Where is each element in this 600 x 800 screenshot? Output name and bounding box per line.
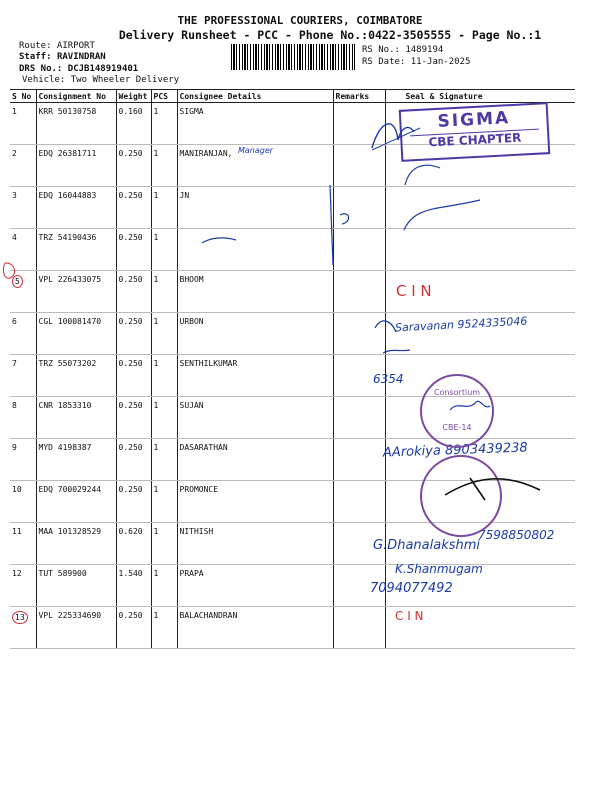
row-sno <box>10 439 36 481</box>
row-pcs-text: 1 <box>153 107 159 116</box>
row-consignment <box>36 397 116 439</box>
table-row <box>10 187 575 229</box>
row-weight-text: 1.540 <box>118 569 143 578</box>
row-consignee-text: BALACHANDRAN <box>179 611 238 620</box>
row-pcs-text: 1 <box>153 527 159 536</box>
row-consignee <box>177 523 333 565</box>
row-weight-text: 0.250 <box>118 149 143 158</box>
row-weight <box>116 313 151 355</box>
row-consignment-text: TRZ 54190436 <box>38 233 97 242</box>
row-pcs <box>151 103 177 145</box>
row-remarks <box>333 481 385 523</box>
row-consignment <box>36 187 116 229</box>
row-weight <box>116 103 151 145</box>
row13-phone: 7094077492 <box>370 581 453 596</box>
row-sno <box>10 607 36 649</box>
table-row <box>10 607 575 649</box>
row-pcs <box>151 481 177 523</box>
row-consignee <box>177 397 333 439</box>
row-pcs <box>151 187 177 229</box>
row-weight-text: 0.160 <box>118 107 143 116</box>
row-sno-text: 7 <box>12 359 17 368</box>
row-consignment-text: EDQ 16044883 <box>38 191 97 200</box>
staff-caption: Staff: <box>19 52 52 62</box>
runsheet-subtitle: Delivery Runsheet - PCC - Phone No.:0422-3505555 - Page No.:1 <box>118 28 542 42</box>
row-consignee-text: SENTHILKUMAR <box>179 359 238 368</box>
row-consignee <box>177 103 333 145</box>
row-weight-text: 0.250 <box>118 485 143 494</box>
row-sno <box>10 397 36 439</box>
row-consignee-text: BHOOM <box>179 275 204 284</box>
consortium-round-stamp <box>420 374 494 448</box>
row-consignment-text: CGL 100081470 <box>38 317 102 326</box>
row-sno <box>10 481 36 523</box>
row-sno <box>10 271 36 313</box>
row-pcs <box>151 145 177 187</box>
staff-value: RAVINDRAN <box>56 52 106 62</box>
staff-label <box>19 52 106 62</box>
row-remarks <box>333 103 385 145</box>
table-row <box>10 229 575 271</box>
row-consignment-text: KRR 50130758 <box>38 107 97 116</box>
cin-mark-1: C I N <box>396 282 432 300</box>
row-consignment <box>36 607 116 649</box>
row-remarks <box>333 187 385 229</box>
row-sno-text: 5 <box>12 275 23 288</box>
drs-caption: DRS No.: <box>19 64 63 74</box>
row-consignment-text: MYD 4198387 <box>38 443 92 452</box>
row-sno <box>10 355 36 397</box>
row-consignment-text: EDQ 700029244 <box>38 485 102 494</box>
row-consignment <box>36 229 116 271</box>
row-consignment-text: TRZ 55073202 <box>38 359 97 368</box>
row-sno <box>10 523 36 565</box>
row-sno <box>10 565 36 607</box>
row-pcs-text: 1 <box>153 149 159 158</box>
row-consignee <box>177 355 333 397</box>
row-pcs-text: 1 <box>153 191 159 200</box>
row-pcs <box>151 229 177 271</box>
row-consignee <box>177 229 333 271</box>
row-consignment <box>36 145 116 187</box>
runsheet-table <box>10 89 575 649</box>
row-sno <box>10 103 36 145</box>
row-remarks <box>333 145 385 187</box>
row-pcs <box>151 607 177 649</box>
row-consignee <box>177 313 333 355</box>
row-weight <box>116 523 151 565</box>
row-sno-text: 2 <box>12 149 17 158</box>
row-weight-text: 0.250 <box>118 443 143 452</box>
row-weight-text: 0.620 <box>118 527 143 536</box>
rs-number: RS No.: 1489194 <box>362 45 444 55</box>
round-stamp-sub: CBE-14 <box>442 423 472 432</box>
row-pcs-text: 1 <box>153 443 159 452</box>
row-pcs-text: 1 <box>153 233 159 242</box>
row-pcs <box>151 355 177 397</box>
drs-label <box>19 64 138 74</box>
stamp-name: SIGMA <box>437 108 511 132</box>
row-pcs-text: 1 <box>153 569 159 578</box>
row-pcs <box>151 523 177 565</box>
row7-number: 6354 <box>373 372 404 386</box>
row-consignment-text: EDQ 26381711 <box>38 149 97 158</box>
row-consignee-text: DASARATHAN <box>179 443 228 452</box>
row-weight-text: 0.250 <box>118 275 143 284</box>
row-weight <box>116 145 151 187</box>
row-sno <box>10 187 36 229</box>
rs-date: RS Date: 11-Jan-2025 <box>362 57 471 67</box>
row-sno-text: 9 <box>12 443 17 452</box>
row12-phone: 7598850802 <box>478 528 555 542</box>
row-pcs-text: 1 <box>153 359 159 368</box>
row-remarks <box>333 229 385 271</box>
row-sno <box>10 229 36 271</box>
row-consignment-text: MAA 101328529 <box>38 527 102 536</box>
row-pcs-text: 1 <box>153 275 159 284</box>
row-weight-text: 0.250 <box>118 359 143 368</box>
row-consignee-text: MANIRANJAN, <box>179 149 233 158</box>
col-weight: Weight <box>116 90 151 103</box>
row-weight <box>116 439 151 481</box>
row-weight-text: 0.250 <box>118 611 143 620</box>
stamp-chapter: CBE CHAPTER <box>410 129 540 151</box>
row-pcs <box>151 397 177 439</box>
row-consignee <box>177 565 333 607</box>
row-consignment <box>36 523 116 565</box>
row12-name: G.Dhanalakshmi <box>373 538 481 553</box>
col-consignee: Consignee Details <box>177 90 333 103</box>
row-pcs-text: 1 <box>153 611 159 620</box>
row-consignee-text: JN <box>179 191 190 200</box>
row-consignment <box>36 481 116 523</box>
row-consignee-text: SUJAN <box>179 401 204 410</box>
row-pcs <box>151 565 177 607</box>
row-pcs-text: 1 <box>153 401 159 410</box>
row-consignee-text: NITHISH <box>179 527 214 536</box>
row-consignment <box>36 439 116 481</box>
row-consignment <box>36 271 116 313</box>
col-seal: Seal & Signature <box>385 90 575 103</box>
row-weight <box>116 607 151 649</box>
row-weight <box>116 565 151 607</box>
row-remarks <box>333 397 385 439</box>
row-pcs <box>151 271 177 313</box>
row-seal <box>385 229 575 271</box>
row-remarks <box>333 313 385 355</box>
row-consignment <box>36 313 116 355</box>
row-weight <box>116 481 151 523</box>
row-weight <box>116 187 151 229</box>
round-stamp-text: Consortium <box>433 388 481 397</box>
col-remarks: Remarks <box>333 90 385 103</box>
row-consignee <box>177 271 333 313</box>
row-weight-text: 0.250 <box>118 233 143 242</box>
route-label: Route: AIRPORT <box>19 41 95 51</box>
row-consignee-text: PROMONCE <box>179 485 219 494</box>
row-remarks <box>333 271 385 313</box>
row-remarks <box>333 439 385 481</box>
row-consignment-text: CNR 1853310 <box>38 401 92 410</box>
row-sno-text: 8 <box>12 401 17 410</box>
row-sno-text: 10 <box>12 485 22 494</box>
row-pcs-text: 1 <box>153 317 159 326</box>
row-consignee <box>177 439 333 481</box>
row-weight <box>116 355 151 397</box>
row-consignment-text: VPL 226433075 <box>38 275 102 284</box>
row-sno <box>10 145 36 187</box>
row-pcs <box>151 439 177 481</box>
row-sno-text: 13 <box>12 611 28 624</box>
row-sno-text: 6 <box>12 317 17 326</box>
row6-phone: Saravanan 9524335046 <box>394 314 528 335</box>
cin-mark-2: C I N <box>395 609 424 623</box>
barcode <box>231 44 355 70</box>
drs-value: DCJB148919401 <box>67 64 139 74</box>
table-header-row <box>10 90 575 103</box>
row-consignment <box>36 565 116 607</box>
row-sno-text: 3 <box>12 191 17 200</box>
row-remarks <box>333 607 385 649</box>
table-row <box>10 271 575 313</box>
row-consignment-text: VPL 225334690 <box>38 611 102 620</box>
row-weight <box>116 397 151 439</box>
row-weight-text: 0.250 <box>118 401 143 410</box>
row-sno-text: 1 <box>12 107 17 116</box>
row-consignee-text: PRAPA <box>179 569 204 578</box>
col-sno: S No <box>10 90 36 103</box>
row-consignment <box>36 355 116 397</box>
row-pcs-text: 1 <box>153 485 159 494</box>
table-row <box>10 565 575 607</box>
row-sno <box>10 313 36 355</box>
row-consignee-text: URBON <box>179 317 204 326</box>
vehicle-label: Vehicle: Two Wheeler Delivery <box>22 75 180 85</box>
row-consignee <box>177 187 333 229</box>
row13-name: K.Shanmugam <box>395 562 483 576</box>
row-weight <box>116 271 151 313</box>
row-weight-text: 0.250 <box>118 191 143 200</box>
row-sno-text: 12 <box>12 569 22 578</box>
row-consignee <box>177 607 333 649</box>
runsheet-title: THE PROFESSIONAL COURIERS, COIMBATORE <box>177 14 423 27</box>
round-stamp-2 <box>420 455 502 537</box>
row9-name: AArokiya 8903439238 <box>382 440 528 461</box>
row-weight <box>116 229 151 271</box>
row-consignment <box>36 103 116 145</box>
row-sno-text: 4 <box>12 233 17 242</box>
row2-note: Manager <box>238 146 274 155</box>
row-seal <box>385 187 575 229</box>
row-weight-text: 0.250 <box>118 317 143 326</box>
col-consignment: Consignment No <box>36 90 116 103</box>
row-pcs <box>151 313 177 355</box>
row-consignee <box>177 481 333 523</box>
col-pcs: PCS <box>151 90 177 103</box>
row-sno-text: 11 <box>12 527 22 536</box>
sigma-stamp <box>399 102 551 162</box>
row-consignment-text: TUT 589900 <box>38 569 87 578</box>
row-consignee-text: SIGMA <box>179 107 204 116</box>
